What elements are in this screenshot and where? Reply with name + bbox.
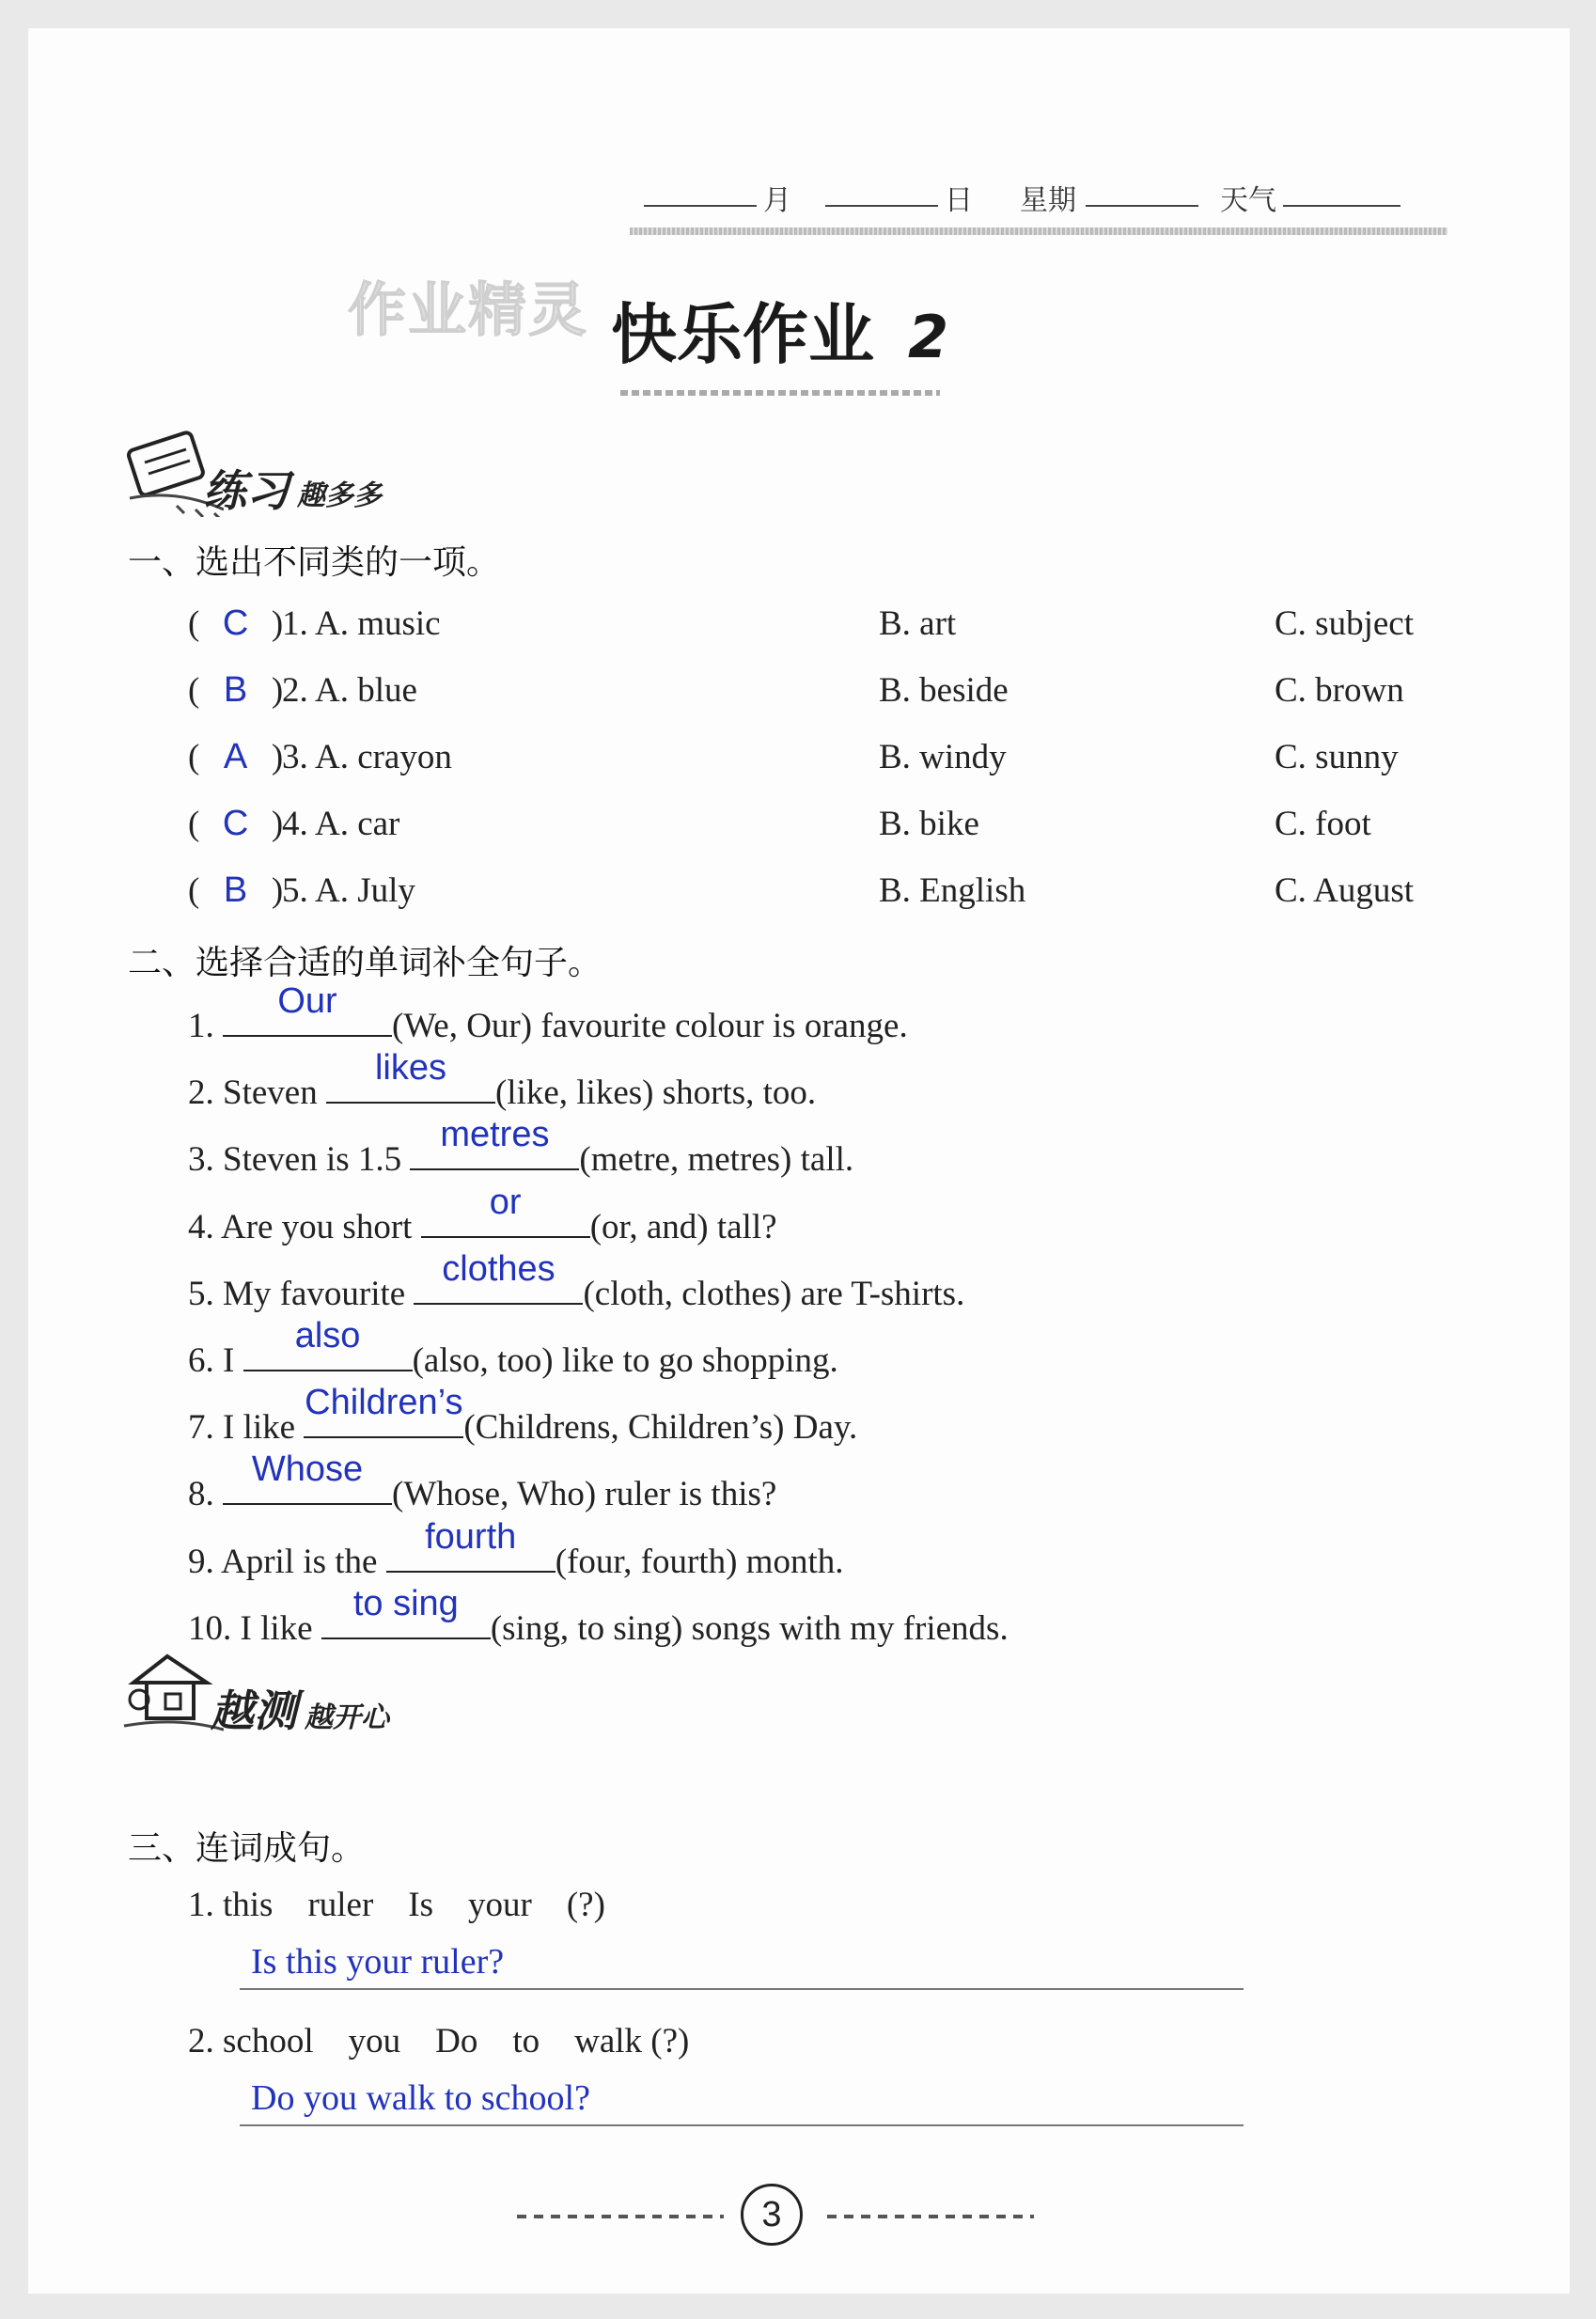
fill-answer: clothes <box>442 1248 555 1289</box>
fill-answer: or <box>489 1182 522 1222</box>
weather-blank <box>1283 177 1400 207</box>
practice-badge-main: 练习 <box>203 465 289 516</box>
sentence-after: (Whose, Who) ruler is this? <box>392 1475 777 1514</box>
weekday-blank <box>1086 177 1198 207</box>
choice-answer: C <box>222 603 249 643</box>
option-c: C. foot <box>1275 805 1371 843</box>
title-number: 2 <box>908 303 949 371</box>
sentence-after: (metre, metres) tall. <box>579 1140 854 1180</box>
page-title <box>611 282 948 377</box>
title-block <box>348 254 1006 423</box>
question-number: 3. <box>282 738 308 776</box>
sentence-after: (four, fourth) month. <box>555 1542 844 1581</box>
month-blank <box>644 177 757 207</box>
sentence-answer: Is this your ruler? <box>251 1942 505 1982</box>
question-number: 1. <box>188 1886 214 1924</box>
fill-answer: likes <box>374 1048 446 1089</box>
answer-paren: ( C ) <box>188 804 284 843</box>
option-b: B. beside <box>879 671 1009 710</box>
question-number: 2. <box>188 2022 214 2060</box>
choice-row <box>188 870 1504 911</box>
answer-blank <box>321 1583 491 1639</box>
title-underline <box>620 390 940 396</box>
option-b: B. art <box>879 604 957 643</box>
scramble-row <box>188 1885 605 1925</box>
question-number: 5. <box>282 871 308 910</box>
scrambled-words: this ruler Is your (?) <box>223 1886 605 1924</box>
sentence-before: I <box>223 1341 235 1380</box>
sentence-before: I like <box>223 1408 296 1448</box>
question-number: 4. <box>188 1207 214 1246</box>
section3-title: 三、连词成句。 <box>128 1829 366 1868</box>
option-c: C. subject <box>1275 604 1414 643</box>
sentence-before: Steven <box>223 1073 318 1113</box>
answer-paren: ( A ) <box>188 737 284 776</box>
option-b: B. English <box>879 871 1026 910</box>
fill-row <box>188 1248 965 1314</box>
sentence-after: (cloth, clothes) are T-shirts. <box>583 1274 965 1313</box>
question-number: 1. <box>188 1007 214 1045</box>
question-number: 6. <box>188 1341 214 1380</box>
day-blank <box>825 177 938 207</box>
choice-row <box>188 804 1504 844</box>
scrambled-words: school you Do to walk (?) <box>223 2022 690 2060</box>
answer-blank <box>386 1516 555 1573</box>
house-icon <box>120 1645 224 1739</box>
answer-blank <box>326 1048 495 1104</box>
answer-blank <box>223 1449 392 1505</box>
answer-paren: ( B ) <box>188 870 284 910</box>
question-number: 5. <box>188 1274 214 1313</box>
answer-blank <box>304 1383 463 1438</box>
answer-blank <box>421 1182 590 1238</box>
sentence-before: My favourite <box>223 1274 406 1313</box>
choice-answer: B <box>223 870 248 910</box>
test-badge-main: 越测 <box>211 1685 297 1736</box>
weekday-label: 星期 <box>1020 185 1076 216</box>
fill-row <box>188 1383 858 1448</box>
title-text: 快乐作业 <box>611 296 874 373</box>
option-a: A. music <box>314 604 441 643</box>
sentence-before: I like <box>240 1608 313 1648</box>
option-b: B. windy <box>879 738 1007 776</box>
fill-row <box>188 1048 817 1113</box>
question-number: 10. <box>188 1608 232 1648</box>
sentence-before: Steven is 1.5 <box>223 1140 402 1180</box>
sentence-after: (or, and) tall? <box>589 1207 777 1246</box>
option-a: A. July <box>314 871 415 910</box>
fill-row <box>188 1182 777 1247</box>
answer-paren: ( B ) <box>188 670 284 710</box>
choice-answer: C <box>222 804 249 843</box>
test-badge-sub: 越开心 <box>305 1701 389 1734</box>
answer-blank <box>223 981 392 1037</box>
answer-blank <box>243 1316 413 1371</box>
weather-label: 天气 <box>1220 185 1276 216</box>
question-number: 3. <box>188 1140 214 1180</box>
answer-paren: ( C ) <box>188 603 284 643</box>
sentence-after: (also, too) like to go shopping. <box>412 1341 838 1380</box>
option-c: C. brown <box>1275 671 1404 710</box>
fill-row <box>188 1516 844 1582</box>
fill-answer: Children’s <box>305 1383 463 1423</box>
answer-line <box>240 2076 1244 2126</box>
question-number: 7. <box>188 1408 214 1448</box>
choice-row <box>188 737 1504 777</box>
practice-badge <box>120 423 459 526</box>
fill-answer: also <box>294 1316 361 1355</box>
worksheet-page <box>28 28 1570 2294</box>
sentence-after: (like, likes) shorts, too. <box>494 1073 817 1113</box>
option-c: C. August <box>1275 871 1415 910</box>
question-number: 9. <box>188 1542 214 1581</box>
footer-vine-right <box>827 2215 1034 2218</box>
question-number: 4. <box>282 805 308 843</box>
scramble-row <box>188 2021 689 2061</box>
choice-answer: A <box>223 737 248 776</box>
question-number: 2. <box>282 671 308 710</box>
answer-blank <box>410 1115 579 1170</box>
fill-row <box>188 981 908 1046</box>
header-rule <box>630 227 1447 235</box>
sentence-before: Are you short <box>220 1207 413 1246</box>
month-label: 月 <box>763 185 791 216</box>
option-a: A. car <box>314 805 400 843</box>
sentence-after: (sing, to sing) songs with my friends. <box>490 1608 1009 1648</box>
question-number: 1. <box>282 604 308 643</box>
answer-blank <box>414 1248 583 1305</box>
fill-answer: metres <box>440 1115 550 1155</box>
watermark: 作业精灵 <box>348 275 589 344</box>
question-number: 2. <box>188 1073 214 1113</box>
test-badge <box>120 1645 459 1748</box>
option-b: B. bike <box>879 805 979 843</box>
day-label: 日 <box>945 185 973 216</box>
sentence-after: (Childrens, Children’s) Day. <box>463 1408 858 1448</box>
practice-badge-sub: 趣多多 <box>297 479 382 512</box>
choice-row <box>188 670 1504 711</box>
fill-answer: to sing <box>352 1583 459 1623</box>
answer-line <box>240 1939 1244 1990</box>
fill-row <box>188 1115 854 1180</box>
sentence-after: (We, Our) favourite colour is orange. <box>392 1007 908 1045</box>
choice-row <box>188 603 1504 644</box>
option-a: A. crayon <box>314 738 452 776</box>
section2-title: 二、选择合适的单词补全句子。 <box>128 944 602 982</box>
fill-row <box>188 1449 777 1514</box>
question-number: 8. <box>188 1475 214 1514</box>
fill-answer: Whose <box>251 1449 364 1490</box>
choice-answer: B <box>223 670 248 710</box>
option-c: C. sunny <box>1275 738 1399 776</box>
section1-title: 一、选出不同类的一项。 <box>128 543 501 582</box>
date-header <box>28 177 1570 214</box>
fill-answer: fourth <box>425 1516 517 1557</box>
option-a: A. blue <box>314 671 417 710</box>
page-number: 3 <box>741 2184 803 2246</box>
sentence-answer: Do you walk to school? <box>251 2078 590 2118</box>
fill-row <box>188 1316 838 1381</box>
footer-vine-left <box>517 2215 724 2218</box>
fill-answer: Our <box>277 981 337 1021</box>
fill-row <box>188 1583 1009 1649</box>
sentence-before: April is the <box>220 1542 378 1581</box>
